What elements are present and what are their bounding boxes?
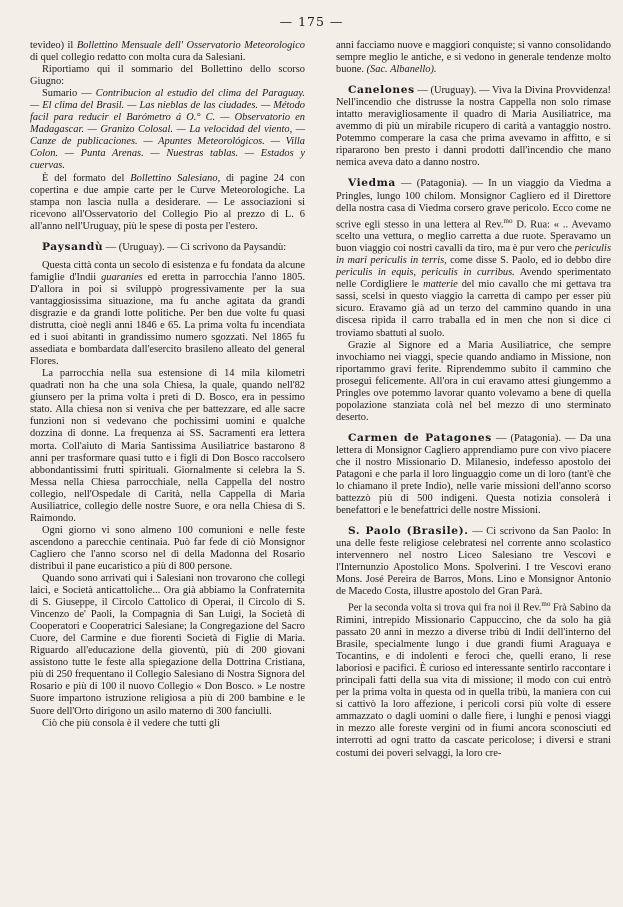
page-number: — 175 — — [279, 14, 344, 29]
paragraph-spaolo-2: Per la seconda volta si trova qui fra noi il Rev.$^{mo}$ Frà Sabino da Rimini, intrepido Missionario Cappuccino, che da solo ha già passato 20 anni in mezzo a diverse tribù di Indii dell'interno del Brasile, specialmente lungo i due grandi fiumi Araguaya e Tocantins, e di indolenti e feroci che, quelli erano, li rese laboriosi e pacifici. È curioso ed interessante sentirlo raccontare i principali fatti della sua vita di missione; il modo con cui entrò per la prima volta in questa od in quella tribù, la maniera con cui si cattivò la loro affezione, i pericoli corsi più volte di essere ammazzato o dagli uomini o dalle fiere, i lunghi e penosi viaggi in mezzo alle foreste vergini od in fiumi ancora sconosciuti ed interrotti ad ogni tratto da cascate pericolose; i diversi e strani costumi dei poveri selvaggi, la loro cre- — [336, 600, 611, 759]
heading-spaolo: S. Paolo (Brasile). — [348, 525, 469, 538]
paragraph-sommario: Sumario — Contribucion al estudio del clima del Paraguay. — El clima del Brasil. — Las nieblas de las ciudades. — Método facil para reducir el Barómetro á O.° C. — Observatorio en Madagascar. — Granizo Colosal. — La velocidad del viento, — Canze de publicaciones. — Apuntes Meteorológicos. — Villa Colon. — Punta Arenas. — Nuestras tablas. — Estados y cuervas. — [30, 88, 305, 172]
paragraph-sommario-intro: Riportiamo qui il sommario del Bollettino dello scorso Giugno: — [30, 64, 305, 88]
paragraph-paysandu-2: La parrocchia nella sua estensione di 14 mila kilometri quadrati non ha che una sola Chiesa, la quale, quando nell'82 giunsero per la prima volta i preti di D. Bosco, era in pessimo stato. Alla chiesa non si veniva che per battezzare, ed alle sacre funzioni non si vedevano che pochissimi uomini e qualche dozzina di donne. La frequenza ai SS. Sacramenti era lettera morta. Coll'aiuto di Maria Santissima Ausiliatrice bastarono 8 anni per trasformare quasi tutto e i figli di Don Bosco raccolsero abbondantissimi frutti spirituali. Giornalmente si celebra la S. Messa nella Chiesa parrocchiale, nella Cappella del nostro collegio, nell'Ospedale di Carità, nella Cappella di Maria Ausiliatrice, collegio delle nostre Suore, e ora nella Chiesa di S. Raimondo. — [30, 368, 305, 524]
right-column — [336, 40, 611, 760]
paragraph-formato: È del formato del Bollettino Salesiano, di pagine 24 con copertina e due ampie carte per le Curve Meteorologiche. La stampa non lascia nulla a desiderare. — Le associazioni si ricevono all'Osservatorio del Collegio Pio al prezzo di L. 6 all'anno nell'Uruguay, più le spese di posta per l'estero. — [30, 172, 305, 232]
paragraph-carmen: Carmen de Patagones — (Patagonia). — Da una lettera di Monsignor Cagliero apprendiamo pure con vivo piacere che il nostro Missionario D. Milanesio, indefesso apostolo dei Patagoni e che parla il loro linguaggio come un di loro (tant'è che lo chiamano il prete Indio), nelle varie missioni dell'anno scorso battezzò più di 500 indigeni. Questa notizia consolerà i benefattori e le benefattrici delle nostre Missioni. — [336, 431, 611, 517]
heading-viedma: Viedma — [348, 177, 396, 190]
paragraph-paysandu-3: Ogni giorno vi sono almeno 100 comunioni e nelle feste ascendono a parecchie centinaia. Può far fede di ciò Monsignor Cagliero che l'anno scorso nel dì della Madonna del Rosario distribuì il pane eucaristico a più di 800 persone. — [30, 524, 305, 572]
paragraph-conquiste: anni facciamo nuove e maggiori conquiste; si vanno consolidando sempre meglio le antiche, e si vedono in generale tendenze molto buone. (Sac. Albanello). — [336, 40, 611, 76]
paragraph-viedma-2: Grazie al Signore ed a Maria Ausiliatrice, che sempre invochiamo nei viaggi, specie quando andiamo in Missione, non riportammo gravi ferite. Riprendemmo subito il cammino che proseguì felicemente. All'ora in cui eravamo attesi giungemmo a Pringles ove potemmo lavorar quanto volevamo a bene di quella popolazione stanziata colà nel bel mezzo di uno sterminato deserto. — [336, 339, 611, 423]
paragraph-osservatorio: tevideo) il Bollettino Mensuale dell' Osservatorio Meteorologico di quel collegio redatto con molta cura da Salesiani. — [30, 40, 306, 64]
paragraph-paysandu-lead: Paysandù — (Uruguay). — Ci scrivono da Paysandù: — [42, 240, 287, 253]
paragraph-canelones: Canelones — (Uruguay). — Viva la Divina Provvidenza! Nell'incendio che distrusse la nostra Cappella non solo rimase intatto meravigliosamente il quadro di Maria Ausiliatrice, ma avemmo di più un mirabile ricupero di carità a vantaggio nostro. Potemmo comperare la casa che prima avevamo in affitto, e si ripararono ben presto i danni prodotti dall'incendio che mano nemica aveva dato a danno nostro. — [336, 84, 611, 169]
left-column — [30, 40, 305, 730]
heading-paysandu: Paysandù — [42, 240, 104, 253]
paragraph-paysandu-1: Questa città conta un secolo di esistenza e fu fondata da alcune famiglie d'Indii guaranies ed eretta in parrocchia l'anno 1805. D'allora in poi si sviluppò progressivamente per la sua vantaggiosissima situazione, ma fu anche agitata da grandi disgrazie e da grandi lotte politiche. Per ben due volte fu quasi distrutta, cioè negli anni 1846 e 65. La prima volta fu incendiata ed i suoi abitanti in grandissimo numero sgozzati. Nel 1865 fu assediata e bombardata dall'esercito brasileno alleato del general Flores. — [30, 259, 305, 368]
paragraph-paysandu-5: Ciò che più consola è il vedere che tutti gli — [42, 717, 221, 729]
heading-canelones: Canelones — [348, 84, 415, 97]
paragraph-spaolo: S. Paolo (Brasile). — Ci scrivono da San Paolo: In una delle feste religiose celebratesi nel corrente anno scolastico intervennero nel nostro Liceo Salesiano tre Vescovi e l'Internunzio Apostolico Mons. Spolverini. I tre Vescovi erano Mons. José Pereira de Barros, Mons. Lino e Monsignor Antonio de Macedo Costa, illustre apostolo del Gran Parà. — [336, 525, 611, 598]
paragraph-viedma: Viedma — (Patagonia). — In un viaggio da Viedma a Pringles, lungo 100 chilom. Monsignor Cagliero ed il Direttore della nostra casa di Viedma corsero grave pericolo. Ecco come ne scrive egli stesso in una lettera al Rev.$^{mo}$ D. Rua: « .. Avevamo scelto una vettura, o meglio carretta a due ruote. Speravamo un buon viaggio coi nostri cavalli da tiro, ma è pur vero che periculis in mari periculis in terris, come disse S. Paolo, ed io debbo dire periculis in equis, periculis in curribus. Avendo sperimentato nelle Cordigliere le matterie del mio cavallo che mi gettava tra sassi, scelsi in questo viaggio la carretta di campo per esser più sicuro. Eravamo già ad un terzo del cammino quando in una discesa ripida il carro traballa ed in men che non si dice ci troviamo sbattuti al suolo. — [336, 177, 612, 339]
heading-carmen: Carmen de Patagones — [348, 431, 492, 444]
paragraph-paysandu-4: Quando sono arrivati qui i Salesiani non trovarono che collegi laici, e Società anticattoliche... Ora già abbiamo la Confraternita di S. Giuseppe, il Circolo Cattolico di Operai, il Circolo di S. Vincenzo de' Paoli, la Compagnia di San Luigi, la Società di Cooperatori e Cooperatrici Salesiane; la Congregazione del Sacro Cuore, del Carmine e due fiorenti Società di Figlie di Maria. Riguardo all'educazione della gioventù, più di 200 giovani assistono tutte le feste alla spiegazione della Dottrina Cristiana, più di 250 frequentano il Collegio Salesiano di Nostra Signora del Rosario e più di 100 il nuovo Collegio « Don Bosco. » Le nostre Suore impartono istruzione religiosa a più di 200 bambine e le Suore dell'Orto dirigono un asilo materno di 300 fanciulli. — [30, 573, 305, 717]
